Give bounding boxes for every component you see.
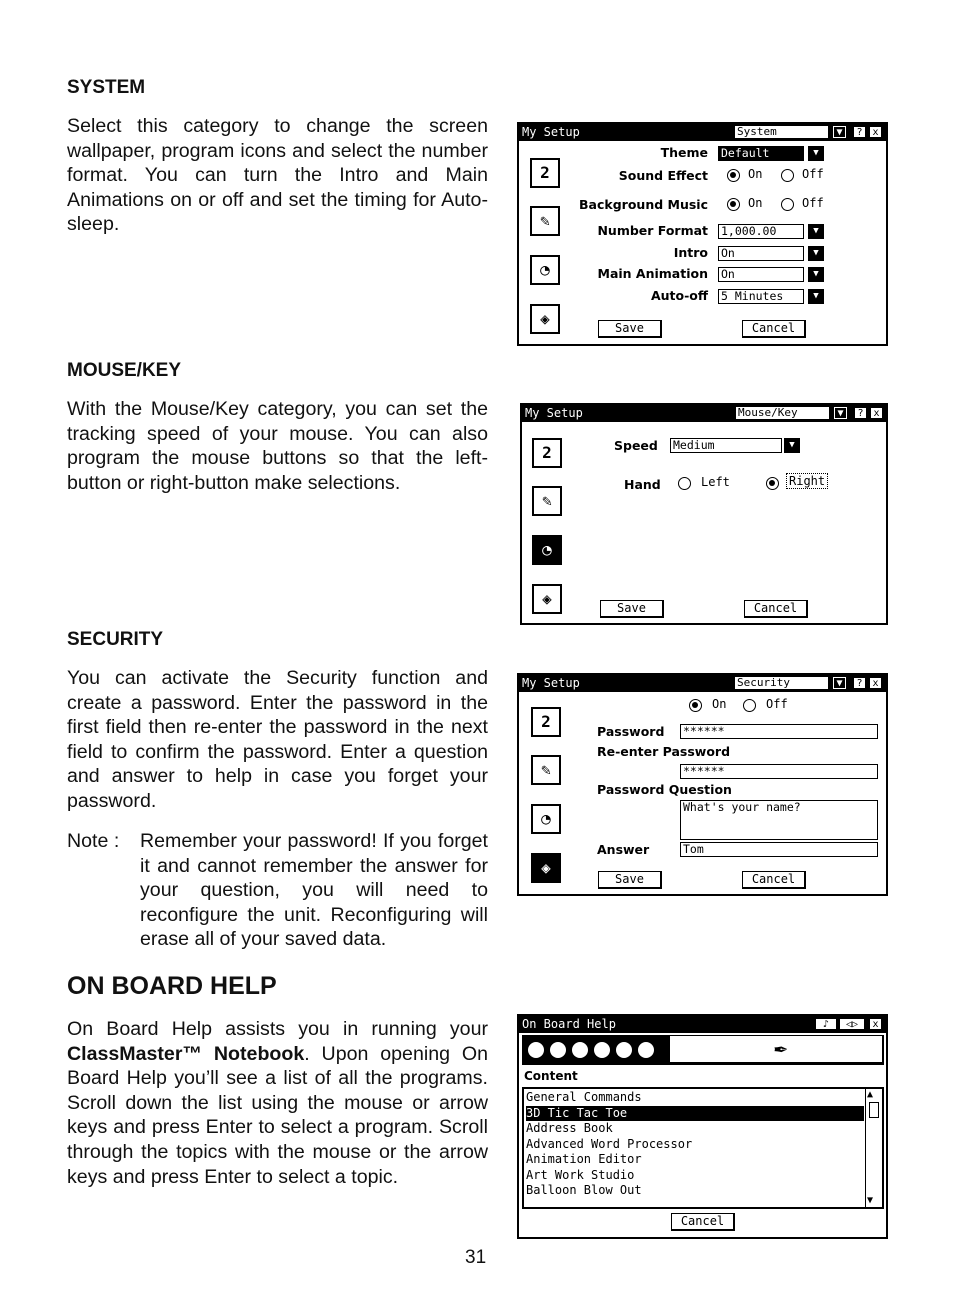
title-bar [519, 675, 886, 692]
pen-icon: ✒ [774, 1036, 788, 1061]
scroll-up-icon[interactable]: ▲ [867, 1089, 874, 1100]
cancel-button[interactable]: Cancel [742, 871, 806, 889]
progress-dot-icon [638, 1042, 654, 1058]
scroll-down-icon[interactable]: ▼ [867, 1195, 874, 1206]
progress-dot-icon [550, 1042, 566, 1058]
intro-field[interactable]: On [718, 246, 804, 261]
sound-off-label: Off [802, 167, 824, 181]
wallpaper-category-icon[interactable]: ✎ [532, 486, 562, 516]
hand-left-radio[interactable] [678, 477, 691, 490]
security-on-label: On [712, 697, 727, 711]
onboard-paragraph: On Board Help assists you in running your ClassMaster™ Notebook. Upon opening On Board Help you’ll see a list of all the programs. Scroll down the list using the mouse or arrow keys and press Enter to select a program. Scroll through the topics with the mouse or the arrow keys and press Enter to select a topic. [67, 1018, 488, 1188]
music-off-radio[interactable] [781, 198, 794, 211]
number-format-field[interactable]: 1,000.00 [718, 224, 804, 239]
theme-field[interactable]: Default [718, 146, 804, 161]
sound-off-radio[interactable] [781, 169, 794, 182]
system-heading: SYSTEM [67, 77, 146, 98]
list-item[interactable]: Address Book [526, 1121, 613, 1135]
system-category-icon[interactable]: 2 [530, 158, 560, 188]
onboard-heading: ON BOARD HELP [67, 972, 277, 1000]
title-bar [519, 124, 886, 141]
security-category-icon[interactable]: ◈ [531, 853, 561, 883]
content-label: Content [524, 1069, 578, 1083]
number-format-dropdown-icon[interactable]: ▼ [808, 224, 824, 239]
title-bar [522, 405, 886, 422]
music-on-radio[interactable] [727, 198, 740, 211]
system-category-icon[interactable]: 2 [532, 438, 562, 468]
window-title: On Board Help [522, 1017, 616, 1031]
note-text: Remember your password! If you forget it and cannot remember the answer for your question, you will need to reconfigure the unit. Reconfiguring will erase all of your saved data. [140, 830, 488, 951]
speed-dropdown-icon[interactable]: ▼ [784, 438, 800, 453]
auto-off-label: Auto-off [650, 288, 708, 303]
intro-dropdown-icon[interactable]: ▼ [808, 246, 824, 261]
category-dropdown-icon[interactable]: ▼ [833, 677, 846, 689]
security-category-icon[interactable]: ◈ [530, 304, 560, 334]
wallpaper-category-icon[interactable]: ✎ [531, 755, 561, 785]
sound-on-label: On [748, 167, 763, 181]
auto-off-field[interactable]: 5 Minutes [718, 289, 804, 304]
window-title: My Setup [522, 676, 580, 690]
music-off-label: Off [802, 196, 824, 210]
onboard-help-screen [517, 1014, 888, 1239]
help-icon[interactable]: ? [853, 126, 866, 138]
progress-dot-icon [616, 1042, 632, 1058]
mousekey-heading: MOUSE/KEY [67, 360, 182, 381]
main-animation-field[interactable]: On [718, 267, 804, 282]
main-animation-dropdown-icon[interactable]: ▼ [808, 267, 824, 282]
cancel-button[interactable]: Cancel [744, 600, 808, 618]
page-number: 31 [465, 1247, 487, 1268]
security-heading: SECURITY [67, 629, 164, 650]
password-question-label: Password Question [597, 782, 732, 797]
hand-right-radio[interactable] [766, 477, 779, 490]
background-music-label: Background Music [579, 197, 708, 212]
security-off-label: Off [766, 697, 788, 711]
category-dropdown-icon[interactable]: ▼ [834, 407, 847, 419]
list-item[interactable]: Balloon Blow Out [526, 1183, 642, 1197]
mousekey-screen [520, 403, 888, 625]
list-item[interactable]: General Commands [526, 1090, 642, 1104]
hand-left-label: Left [701, 475, 730, 489]
help-icon[interactable]: ? [853, 677, 866, 689]
window-title: My Setup [522, 125, 580, 139]
speaker-icon[interactable]: ◁▷ [839, 1018, 865, 1030]
sound-effect-label: Sound Effect [618, 168, 708, 183]
music-note-icon[interactable]: ♪ [815, 1018, 837, 1030]
list-item[interactable]: 3D Tic Tac Toe [526, 1106, 864, 1121]
category-select[interactable]: Security [734, 676, 829, 690]
category-select[interactable]: Mouse/Key [735, 406, 830, 420]
password-field[interactable]: ****** [680, 724, 878, 739]
security-screen [517, 673, 888, 896]
hand-right-label: Right [786, 473, 828, 489]
answer-label: Answer [597, 842, 650, 857]
content-list[interactable] [522, 1087, 884, 1209]
note-label: Note : [67, 830, 120, 852]
title-bar [519, 1016, 886, 1033]
category-dropdown-icon[interactable]: ▼ [833, 126, 846, 138]
save-button[interactable]: Save [598, 320, 662, 338]
progress-dot-icon [528, 1042, 544, 1058]
close-icon[interactable]: x [870, 407, 883, 419]
save-button[interactable]: Save [600, 600, 664, 618]
cancel-button[interactable]: Cancel [742, 320, 806, 338]
close-icon[interactable]: x [869, 1018, 882, 1030]
help-icon[interactable]: ? [854, 407, 867, 419]
system-screen [517, 122, 888, 346]
music-on-label: On [748, 196, 763, 210]
theme-label: Theme [660, 145, 708, 160]
help-banner [522, 1035, 884, 1065]
mousekey-paragraph: With the Mouse/Key category, you can set the tracking speed of your mouse. You can also program the mouse buttons so that the left-button or right-button make selections. [67, 398, 488, 494]
main-animation-label: Main Animation [597, 266, 708, 281]
close-icon[interactable]: x [869, 126, 882, 138]
password-question-field[interactable]: What's your name? [680, 800, 878, 840]
security-off-radio[interactable] [743, 699, 756, 712]
system-category-icon[interactable]: 2 [531, 707, 561, 737]
mouse-category-icon[interactable]: ◔ [531, 804, 561, 834]
cancel-button[interactable]: Cancel [671, 1213, 735, 1231]
password-label: Password [597, 724, 665, 739]
system-paragraph: Select this category to change the screen wallpaper, program icons and select the number format. You can turn the Intro and Main Animations on or off and set the timing for Auto-sleep. [67, 115, 488, 236]
security-category-icon[interactable]: ◈ [532, 584, 562, 614]
scrollbar[interactable] [865, 1089, 882, 1207]
mouse-category-icon[interactable]: ◔ [530, 255, 560, 285]
intro-label: Intro [673, 245, 708, 260]
number-format-label: Number Format [597, 223, 708, 238]
progress-dot-icon [572, 1042, 588, 1058]
hand-label: Hand [624, 477, 661, 492]
list-item[interactable]: Animation Editor [526, 1152, 642, 1166]
sound-on-radio[interactable] [727, 169, 740, 182]
wallpaper-category-icon[interactable]: ✎ [530, 206, 560, 236]
window-title: My Setup [525, 406, 583, 420]
reenter-password-field[interactable]: ****** [680, 764, 878, 779]
security-on-radio[interactable] [689, 699, 702, 712]
scroll-thumb[interactable] [869, 1102, 879, 1118]
theme-dropdown-icon[interactable]: ▼ [808, 146, 824, 161]
mouse-category-icon[interactable]: ◔ [532, 535, 562, 565]
category-select[interactable]: System [734, 125, 829, 139]
answer-field[interactable]: Tom [680, 842, 878, 857]
list-item[interactable]: Art Work Studio [526, 1168, 635, 1182]
close-icon[interactable]: x [869, 677, 882, 689]
speed-field[interactable]: Medium [670, 438, 782, 453]
speed-label: Speed [614, 438, 658, 453]
security-paragraph: You can activate the Security function and create a password. Enter the password in the first field then re-enter the password in the next field to confirm the password. Enter a question and answer to help in case you forget your password. [67, 667, 488, 812]
auto-off-dropdown-icon[interactable]: ▼ [808, 289, 824, 304]
reenter-password-label: Re-enter Password [597, 744, 731, 759]
save-button[interactable]: Save [598, 871, 662, 889]
progress-dot-icon [594, 1042, 610, 1058]
list-item[interactable]: Advanced Word Processor [526, 1137, 693, 1151]
